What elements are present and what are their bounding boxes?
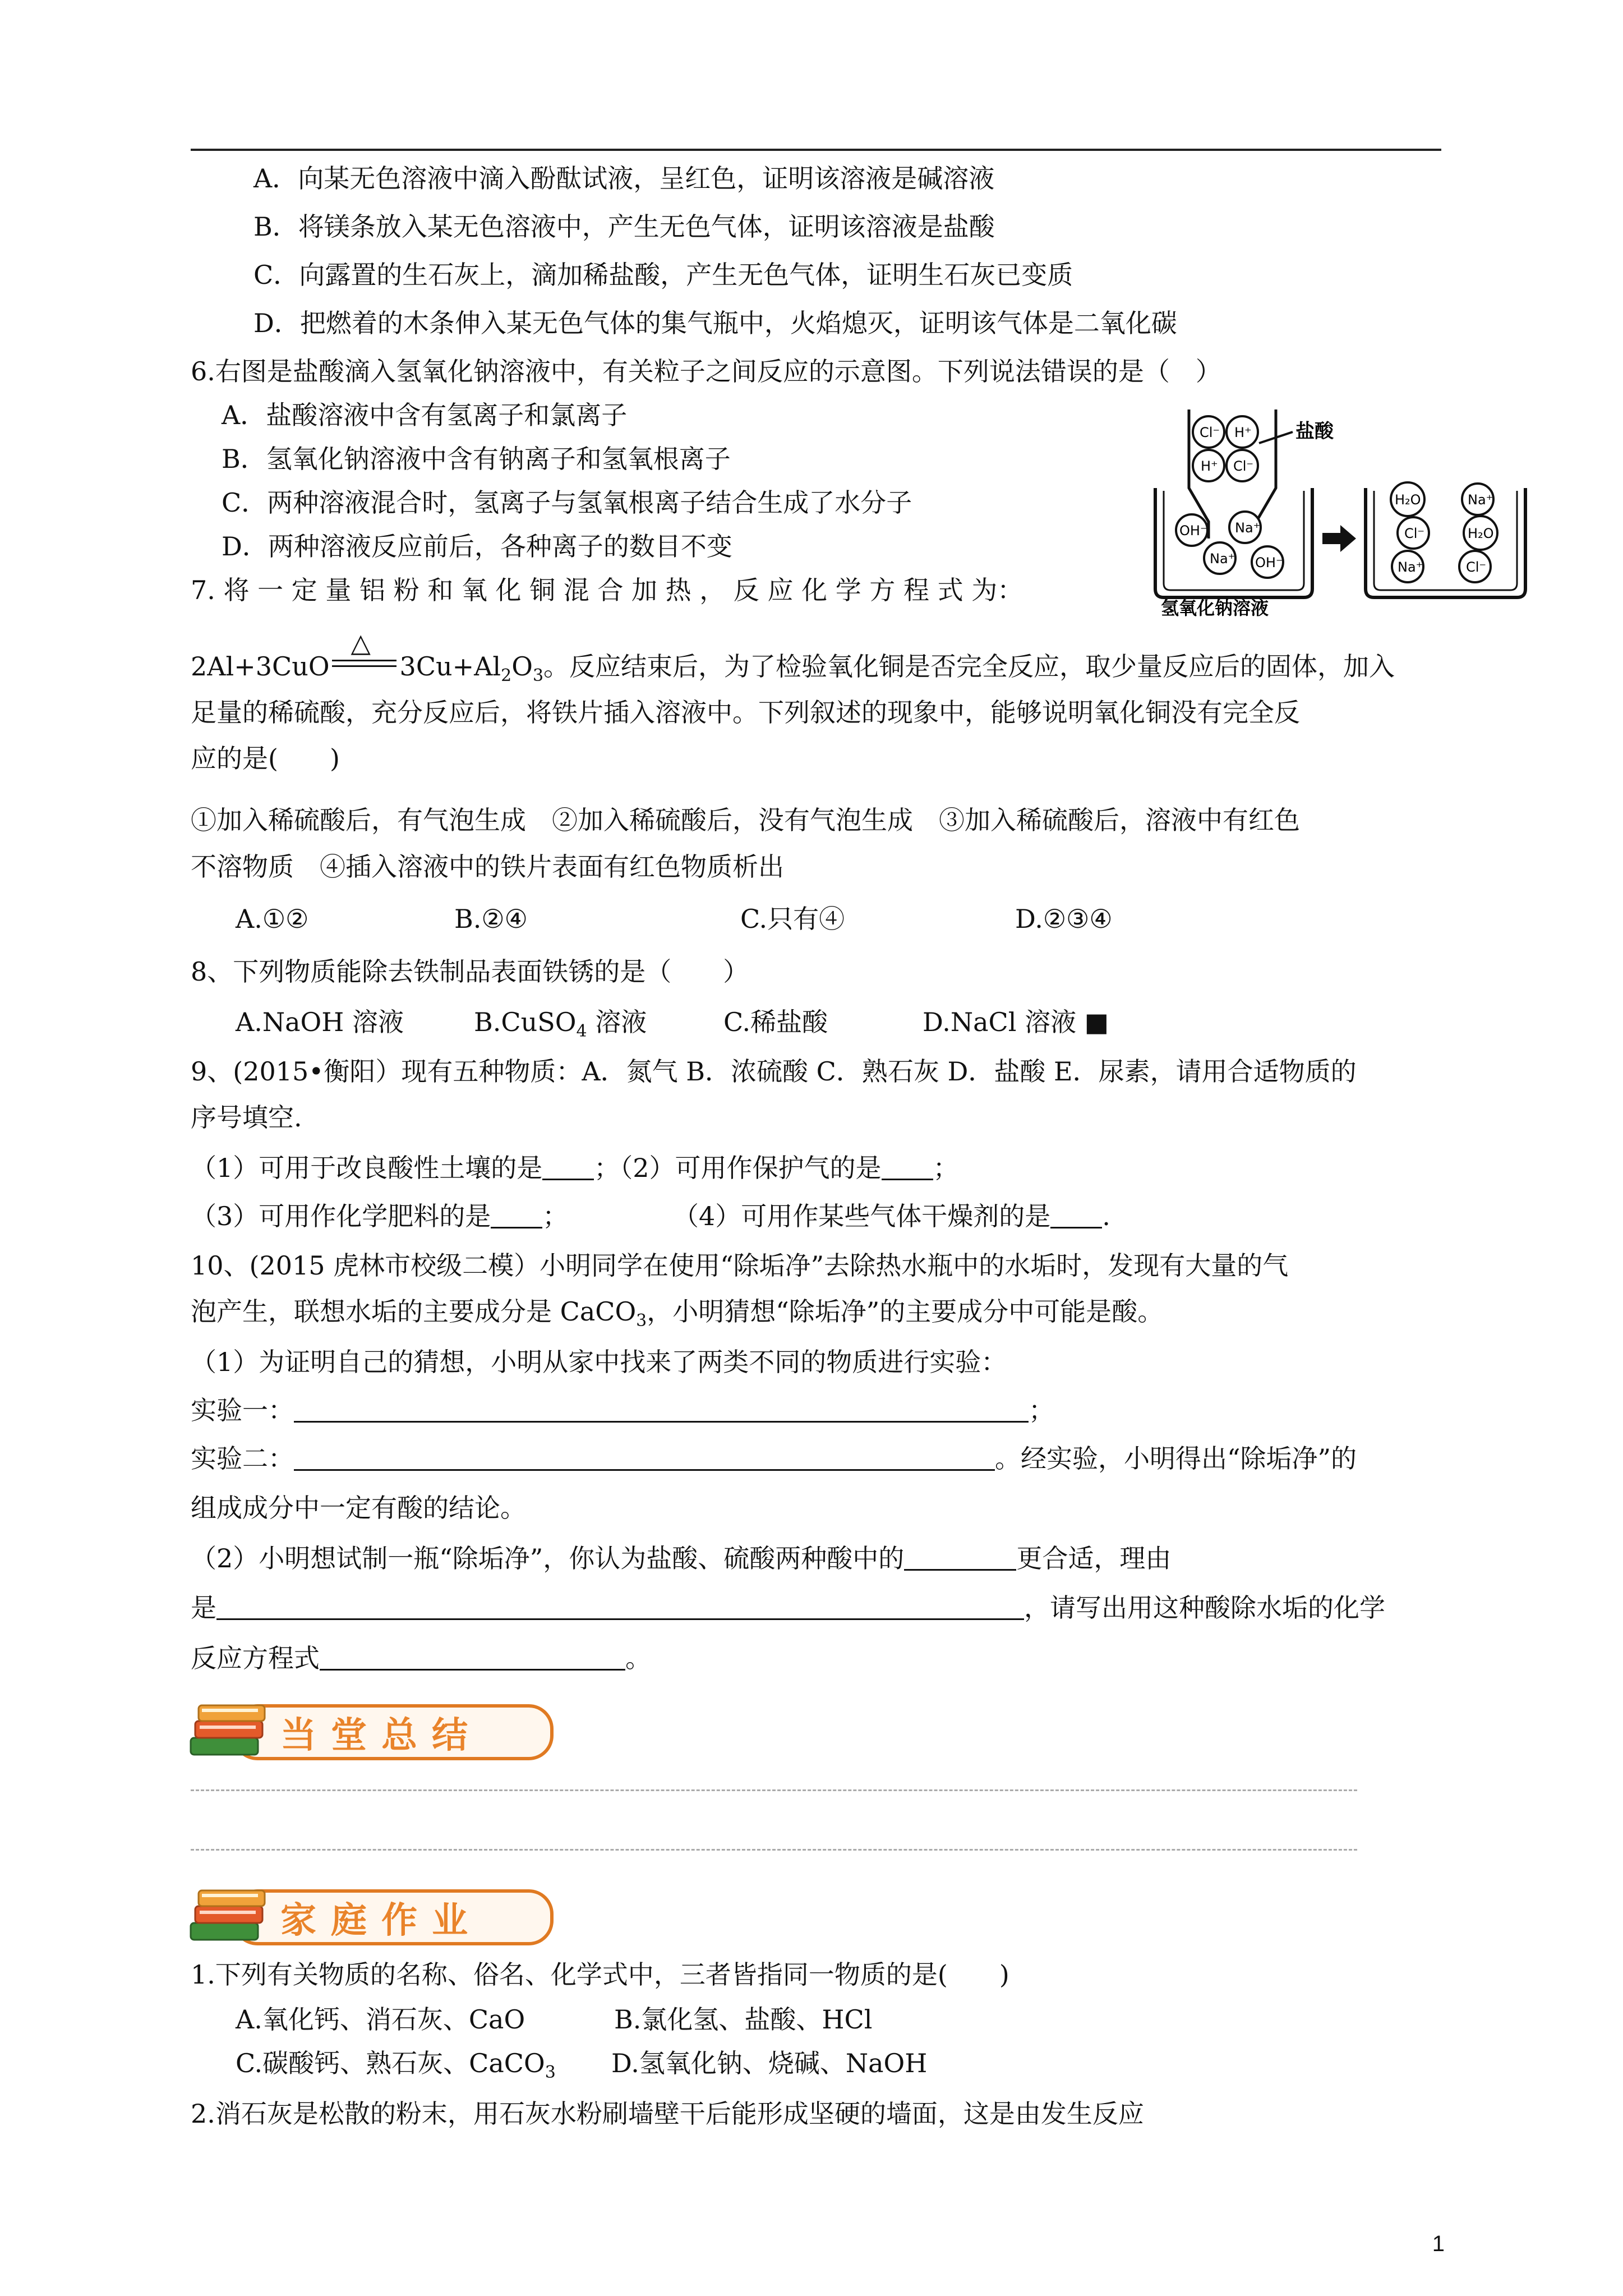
q8-option-d: D.NaCl 溶液 ■ <box>923 1007 1109 1037</box>
q10-text: 是 <box>191 1593 216 1623</box>
experiment-2-label: 实验二： <box>191 1443 294 1474</box>
ion-label: Cl⁻ <box>1466 559 1487 575</box>
arrow-right-icon <box>1322 525 1356 552</box>
ion-label: OH⁻ <box>1255 555 1283 570</box>
q7-option-c: C.只有④ <box>740 904 845 934</box>
q9-part-3 <box>191 1199 568 1233</box>
ion-label: H⁺ <box>1234 425 1252 440</box>
q9-part-1: （1）可用于改良酸性土壤的是 <box>191 1153 543 1183</box>
hw1-option-c <box>236 2046 556 2080</box>
heat-condition: △ <box>351 628 371 658</box>
acid-choice-blank[interactable] <box>904 1547 1016 1571</box>
q10-experiment-1 <box>191 1393 1054 1427</box>
answer-blank[interactable] <box>1050 1204 1102 1228</box>
q7-text-line: 应的是( ) <box>191 743 340 774</box>
header-rule <box>191 149 1441 151</box>
q10-text: ，小明猜想“除垢净”的主要成分中可能是酸。 <box>647 1296 1164 1327</box>
q10-text: 反应方程式 <box>191 1643 320 1673</box>
dashed-divider <box>191 1789 1357 1791</box>
q9-text-line: 序号填空. <box>191 1102 302 1133</box>
q6-option-a: A．盐酸溶液中含有氢离子和氯离子 <box>222 400 628 430</box>
q10-text: 泡产生，联想水垢的主要成分是 CaCO <box>191 1296 637 1327</box>
ion-label: Na⁺ <box>1468 492 1493 508</box>
experiment-1-label: 实验一： <box>191 1395 294 1425</box>
ion-label: Na⁺ <box>1210 551 1235 567</box>
subscript: 2 <box>501 666 512 685</box>
ion-reaction-diagram <box>1144 398 1537 617</box>
subscript: 3 <box>545 2063 556 2082</box>
base-label: 氢氧化钠溶液 <box>1161 597 1269 617</box>
q9-part-3-text: （3）可用作化学肥料的是 <box>191 1201 491 1231</box>
q10-text: （2）小明想试制一瓶“除垢净”，你认为盐酸、硫酸两种酸中的 <box>191 1543 905 1573</box>
q7-option-b: B.②④ <box>454 904 528 934</box>
ion-label: Na⁺ <box>1235 520 1261 536</box>
books-icon <box>185 1879 280 1947</box>
q6-stem: 6.右图是盐酸滴入氢氧化钠溶液中，有关粒子之间反应的示意图。下列说法错误的是（ ） <box>191 356 1221 386</box>
q7-text-line: 足量的稀硫酸，充分反应后，将铁片插入溶液中。下列叙述的现象中，能够说明氧化铜没有完全反 <box>191 697 1300 728</box>
hw2-text-line: 2.消石灰是松散的粉末，用石灰水粉刷墙壁干后能形成坚硬的墙面，这是由发生反应 <box>191 2099 1144 2129</box>
homework-banner-title: 家庭作业 <box>280 1900 482 1941</box>
punctuation: ； <box>542 1201 569 1231</box>
q9-part-4 <box>673 1199 1110 1233</box>
ion-label: Cl⁻ <box>1233 458 1254 474</box>
answer-blank[interactable] <box>491 1204 542 1228</box>
experiment-2-blank[interactable] <box>294 1447 995 1471</box>
reason-blank[interactable] <box>216 1596 1024 1620</box>
page-number: 1 <box>1432 2231 1445 2256</box>
ion-label: H₂O <box>1395 492 1421 508</box>
punctuation: ； <box>1029 1395 1054 1425</box>
q10-text: 。经实验，小明得出“除垢净”的 <box>995 1443 1357 1474</box>
homework-banner <box>185 1879 566 1947</box>
punctuation: . <box>1102 1201 1110 1231</box>
q9-part-2: ；（2）可用作保护气的是 <box>594 1153 882 1183</box>
q8-option-c: C.稀盐酸 <box>723 1007 828 1037</box>
equation-arrow <box>330 628 400 678</box>
q10-text: 更合适，理由 <box>1016 1543 1172 1573</box>
ion-label: Cl⁻ <box>1404 526 1425 541</box>
q10-text-line <box>191 1295 1164 1331</box>
q10-text-line: （1）为证明自己的猜想，小明从家中找来了两类不同的物质进行实验： <box>191 1347 1007 1377</box>
books-icon <box>185 1694 280 1761</box>
q10-text-line: 10、(2015 虎林市校级二模）小明同学在使用“除垢净”去除热水瓶中的水垢时，发现有大量的气 <box>191 1250 1289 1281</box>
q7-text: 。反应结束后，为了检验氧化铜是否完全反应，取少量反应后的固体，加入 <box>543 651 1395 682</box>
subscript: 3 <box>636 1311 647 1331</box>
q6-option-c: C．两种溶液混合时，氢离子与氢氧根离子结合生成了水分子 <box>222 487 912 518</box>
punctuation: ； <box>933 1153 959 1183</box>
q8-option-b-text: 溶液 <box>587 1007 647 1037</box>
dashed-divider <box>191 1849 1357 1851</box>
acid-label: 盐酸 <box>1295 420 1334 443</box>
q9-text-line: 9、(2015•衡阳）现有五种物质：A．氮气 B．浓硫酸 C．熟石灰 D．盐酸 E．尿素，请用合适物质的 <box>191 1056 1357 1087</box>
hw1-option-a: A.氧化钙、消石灰、CaO <box>236 2004 525 2035</box>
punctuation: 。 <box>625 1643 651 1673</box>
q8-option-a: A.NaOH 溶液 <box>236 1007 404 1037</box>
q10-equation <box>191 1641 651 1675</box>
subscript: 4 <box>576 1022 587 1041</box>
ion-label: Na⁺ <box>1398 559 1423 575</box>
q6-option-d: D．两种溶液反应前后，各种离子的数目不变 <box>222 531 732 562</box>
equation-blank[interactable] <box>320 1646 625 1671</box>
q7-equation-line <box>191 628 1395 685</box>
q7-stem: 7. 将 一 定 量 铝 粉 和 氧 化 铜 混 合 加 热 ， 反 应 化 学 方 程 式 为： <box>191 575 1023 605</box>
hw1-option-d: D.氢氧化钠、烧碱、NaOH <box>611 2048 928 2078</box>
q5-option-a: A．向某无色溶液中滴入酚酞试液，呈红色，证明该溶液是碱溶液 <box>253 163 995 194</box>
q5-option-b: B．将镁条放入某无色溶液中，产生无色气体，证明该溶液是盐酸 <box>253 211 995 242</box>
q10-text: ，请写出用这种酸除水垢的化学 <box>1024 1593 1385 1623</box>
subscript: 3 <box>532 666 544 685</box>
q7-option-d: D.②③④ <box>1015 904 1113 934</box>
hw1-stem: 1.下列有关物质的名称、俗名、化学式中，三者皆指同一物质的是( ) <box>191 1959 1009 1990</box>
summary-banner <box>185 1694 566 1761</box>
ion-label: Cl⁻ <box>1200 425 1220 440</box>
q9-part-4-text: （4）可用作某些气体干燥剂的是 <box>673 1201 1051 1231</box>
q9-parts-1-2 <box>191 1151 959 1185</box>
ion-label: H⁺ <box>1201 458 1218 474</box>
ion-label: H₂O <box>1468 526 1494 541</box>
summary-banner-title: 当堂总结 <box>280 1715 482 1756</box>
hw1-option-c-text: C.碳酸钙、熟石灰、CaCO <box>236 2048 545 2078</box>
equation-reactants: 2Al+3CuO <box>191 651 330 682</box>
q6-option-b: B．氢氧化钠溶液中含有钠离子和氢氧根离子 <box>222 444 731 474</box>
q7-text-line: ①加入稀硫酸后，有气泡生成 ②加入稀硫酸后，没有气泡生成 ③加入稀硫酸后，溶液中有红色 <box>191 805 1300 835</box>
q10-part-2 <box>191 1542 1171 1575</box>
q10-reason <box>191 1591 1385 1625</box>
experiment-1-blank[interactable] <box>294 1398 1029 1423</box>
q10-text-line: 组成成分中一定有酸的结论。 <box>191 1493 526 1523</box>
q10-experiment-2 <box>191 1442 1357 1475</box>
q5-option-c: C．向露置的生石灰上，滴加稀盐酸，产生无色气体，证明生石灰已变质 <box>253 260 1073 290</box>
hw1-option-b: B.氯化氢、盐酸、HCl <box>614 2004 873 2035</box>
q8-stem: 8、下列物质能除去铁制品表面铁锈的是（ ） <box>191 956 749 987</box>
q5-option-d: D．把燃着的木条伸入某无色气体的集气瓶中，火焰熄灭，证明该气体是二氧化碳 <box>253 308 1177 338</box>
answer-blank[interactable] <box>882 1156 933 1180</box>
q7-option-a: A.①② <box>236 904 309 934</box>
q7-text-line: 不溶物质 ④插入溶液中的铁片表面有红色物质析出 <box>191 852 784 882</box>
equation-products: O <box>511 651 533 682</box>
equation-products: 3Cu+Al <box>399 651 501 682</box>
answer-blank[interactable] <box>542 1156 594 1180</box>
q8-option-b <box>474 1005 647 1039</box>
ion-label: OH⁻ <box>1179 523 1207 539</box>
q8-option-b-text: B.CuSO <box>474 1007 577 1037</box>
